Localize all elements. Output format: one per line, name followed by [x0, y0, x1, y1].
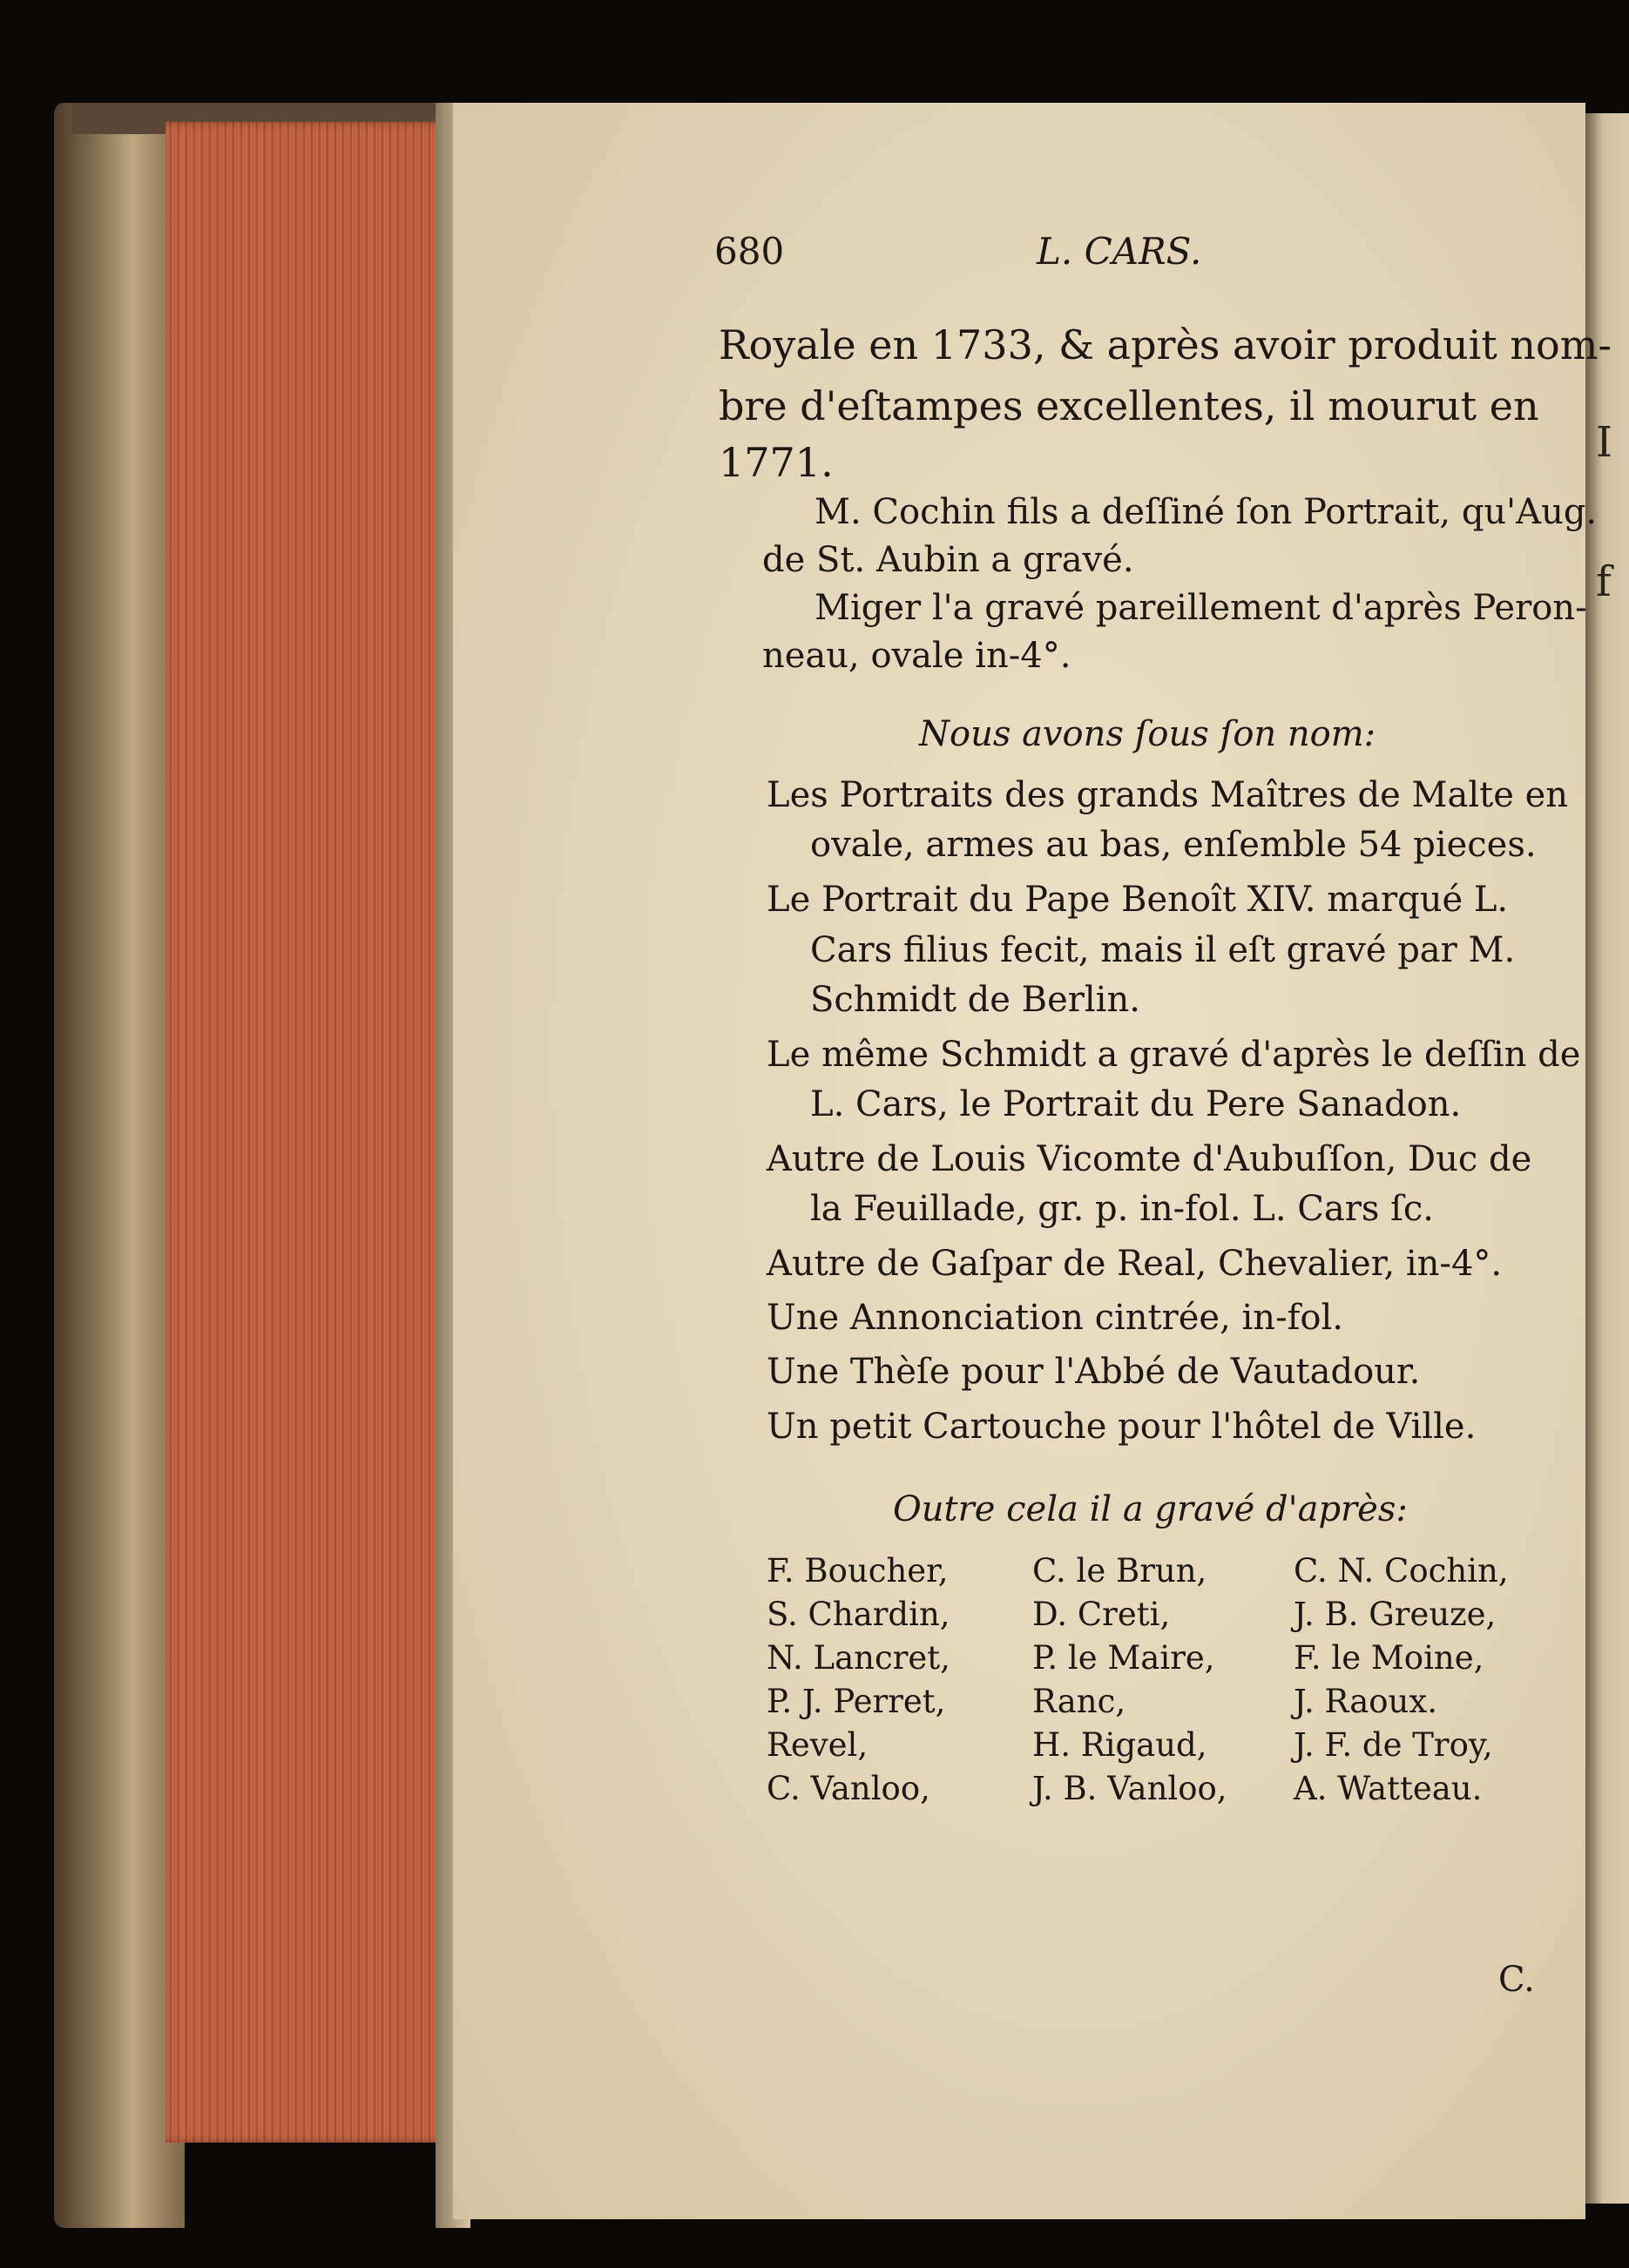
page-edges-block: [166, 122, 453, 2143]
facing-page-edge: [1585, 113, 1629, 2204]
artist-cell: C. Vanloo,: [767, 1770, 930, 1807]
artist-cell: N. Lancret,: [767, 1639, 950, 1677]
running-title: L. CARS.: [1037, 230, 1202, 273]
body-line: 1771.: [719, 439, 834, 486]
body-line: bre d'eſtampes excellentes, il mourut en: [719, 382, 1539, 429]
entry-line: Schmidt de Berlin.: [810, 980, 1140, 1020]
artist-cell: F. le Moine,: [1294, 1639, 1484, 1677]
entry-line: Le Portrait du Pape Benoît XIV. marqué L.: [767, 880, 1509, 920]
facing-page-glyph: I: [1596, 418, 1612, 467]
artist-cell: D. Creti,: [1032, 1596, 1171, 1633]
catchword: C.: [1498, 1960, 1535, 2000]
entry-line: Une Thèſe pour l'Abbé de Vautadour.: [767, 1352, 1421, 1392]
artist-cell: C. le Brun,: [1032, 1552, 1207, 1590]
body-line: M. Cochin fils a deſſiné ſon Portrait, qu'Aug.: [814, 492, 1598, 532]
artist-cell: J. B. Greuze,: [1294, 1596, 1497, 1633]
entry-line: la Feuillade, gr. p. in-fol. L. Cars ſc.: [810, 1189, 1434, 1229]
section-heading: Nous avons ſous ſon nom:: [919, 714, 1376, 754]
entry-line: Un petit Cartouche pour l'hôtel de Ville.: [767, 1407, 1477, 1447]
artist-cell: A. Watteau.: [1294, 1770, 1483, 1807]
body-line: Miger l'a gravé pareillement d'après Peron-: [814, 588, 1587, 628]
artist-cell: Ranc,: [1032, 1683, 1126, 1720]
page-number: 680: [714, 230, 785, 273]
entry-line: ovale, armes au bas, enſemble 54 pieces.: [810, 825, 1537, 865]
facing-page-glyph: f: [1596, 557, 1612, 606]
artist-cell: J. B. Vanloo,: [1032, 1770, 1227, 1807]
entry-line: Autre de Louis Vicomte d'Aubuſſon, Duc de: [767, 1139, 1532, 1179]
artist-cell: C. N. Cochin,: [1294, 1552, 1509, 1590]
artist-cell: J. Raoux.: [1294, 1683, 1437, 1720]
artist-cell: Revel,: [767, 1726, 869, 1764]
artist-cell: H. Rigaud,: [1032, 1726, 1207, 1764]
artist-cell: P. le Maire,: [1032, 1639, 1215, 1677]
artists-subheading: Outre cela il a gravé d'après:: [893, 1489, 1408, 1529]
body-line: Royale en 1733, & après avoir produit nom-: [719, 321, 1612, 368]
artist-cell: J. F. de Troy,: [1294, 1726, 1493, 1764]
body-line: de St. Aubin a gravé.: [762, 540, 1134, 580]
artist-cell: S. Chardin,: [767, 1596, 950, 1633]
body-line: neau, ovale in-4°.: [762, 636, 1071, 676]
artist-cell: P. J. Perret,: [767, 1683, 946, 1720]
entry-line: Autre de Gaſpar de Real, Chevalier, in-4°.: [767, 1244, 1503, 1284]
book-page: [453, 103, 1612, 2219]
artist-cell: F. Boucher,: [767, 1552, 949, 1590]
entry-line: Les Portraits des grands Maîtres de Malte en: [767, 775, 1569, 815]
entry-line: Cars filius fecit, mais il eſt gravé par M.: [810, 930, 1516, 970]
entry-line: Le même Schmidt a gravé d'après le deſſin de: [767, 1035, 1581, 1075]
entry-line: Une Annonciation cintrée, in-fol.: [767, 1298, 1343, 1338]
entry-line: L. Cars, le Portrait du Pere Sanadon.: [810, 1084, 1462, 1124]
